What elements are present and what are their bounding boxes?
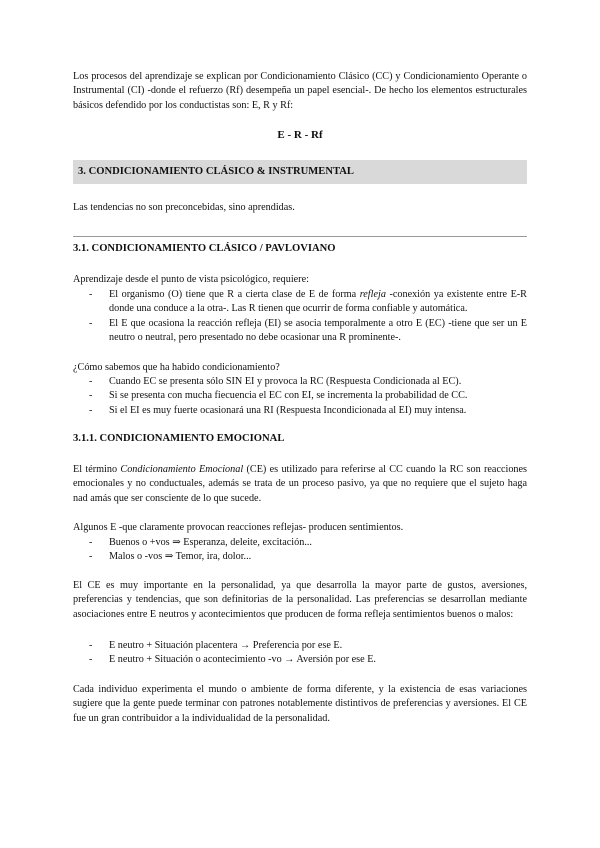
- dash-bullet: -: [89, 390, 93, 402]
- dash-bullet: -: [89, 317, 93, 329]
- section-3-1-lead: Aprendizaje desde el punto de vista psicológico, requiere:: [73, 274, 309, 285]
- section-3-text: Las tendencias no son preconcebidas, sino aprendidas.: [73, 202, 295, 213]
- section-3-1-1-heading: 3.1.1. CONDICIONAMIENTO EMOCIONAL: [73, 433, 285, 444]
- section-3-1-1-paragraph-2: Algunos E -que claramente provocan reacciones reflejas- producen sentimientos.: [73, 522, 404, 533]
- list-item: - El E que ocasiona la reacción refleja (EI) se asocia temporalmente a otro E (EC) -tiene que ser un E neutro o neutral, pero presentado no debe ocasionar una R prominente-.: [89, 317, 527, 344]
- dash-bullet: -: [89, 376, 93, 387]
- dash-bullet: -: [89, 404, 93, 416]
- list-item: - Si se presenta con mucha fiecuencia el EC con EI, se incrementa la probabilidad de CC.: [73, 389, 527, 403]
- emotion-list: [73, 536, 527, 565]
- dash-bullet: -: [89, 289, 93, 300]
- dash-bullet: -: [89, 640, 93, 651]
- conditioning-evidence-list: [73, 375, 527, 418]
- section-3-1-1-paragraph-3: El CE es muy importante en la personalidad, ya que desarrolla la mayor parte de gustos, aversiones, preferencias y tendencias, que son definitorias de la personalidad. Las preferencias se desarrollan mediante asociaciones entre E neutros y acontecimientos que producen de forma refleja sentimientos buenos o malos:: [73, 580, 527, 620]
- list-item: - Si el EI es muy fuerte ocasionará una RI (Respuesta Incondicionada al EI) muy intensa.: [73, 404, 527, 418]
- formula-heading: E - R - Rf: [277, 129, 323, 141]
- section-3-1-question: ¿Cómo sabemos que ha habido condicionamiento?: [73, 362, 280, 373]
- dash-bullet: -: [89, 551, 93, 563]
- list-item: - El organismo (O) tiene que R a cierta clase de E de forma refleja -conexión ya existente entre E-R donde una conduce a la otra-. Las R tienen que ocurrir de forma confiable y automática.: [89, 289, 527, 315]
- dash-bullet: -: [89, 537, 93, 548]
- list-item: - Malos o -vos ⇒ Temor, ira, dolor...: [73, 550, 527, 564]
- dash-bullet: -: [89, 654, 93, 666]
- requirements-list: [73, 288, 527, 346]
- list-item: - E neutro + Situación placentera → Preferencia por ese E.: [73, 639, 527, 653]
- section-3-1-1-paragraph-1: El término Condicionamiento Emocional (CE) es utilizado para referirse al CC cuando la RC son reacciones emocionales y no conductuales, además se trata de un proceso pasivo, ya que no requiere que el sujeto haga nad amás que ser consciente de lo que sucede.: [73, 464, 528, 504]
- preference-list: [73, 639, 527, 668]
- list-item: - E neutro + Situación o acontecimiento -vo → Aversión por ese E.: [73, 653, 527, 667]
- list-item: - Cuando EC se presenta sólo SIN EI y provoca la RC (Respuesta Condicionada al EC).: [73, 375, 527, 389]
- intro-paragraph: Los procesos del aprendizaje se explican por Condicionamiento Clásico (CC) y Condicionamiento Operante o Instrumental (CI) -donde el refuerzo (Rf) desempeña un papel esencial-. De hecho los elementos estructurales básicos defendido por los conductistas son: E, R y Rf:: [73, 71, 527, 111]
- section-3-1-heading: 3.1. CONDICIONAMIENTO CLÁSICO / PAVLOVIANO: [73, 243, 336, 254]
- section-3-heading: 3. CONDICIONAMIENTO CLÁSICO & INSTRUMENTAL: [73, 160, 527, 184]
- horizontal-divider: [73, 236, 527, 237]
- section-3-1-1-paragraph-4: Cada individuo experimenta el mundo o ambiente de forma diferente, y la existencia de esas variaciones sugiere que la gente puede terminar con patrones notablemente distintivos de preferencias y aversiones. El CE fue un gran contribuidor a la individualidad de la personalidad.: [73, 684, 527, 724]
- list-item: - Buenos o +vos ⇒ Esperanza, deleite, excitación...: [73, 536, 527, 550]
